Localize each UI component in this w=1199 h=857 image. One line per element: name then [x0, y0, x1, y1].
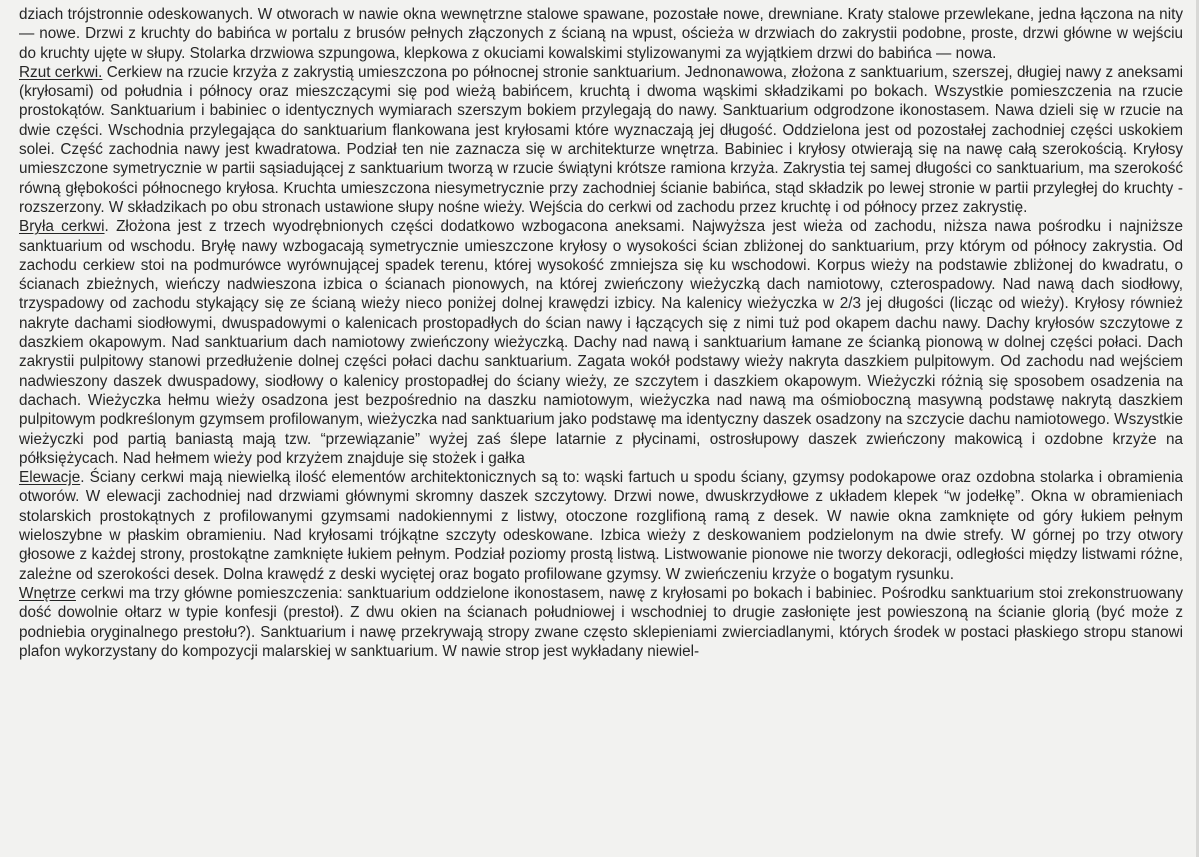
- document-text: [19, 5, 1183, 661]
- section-wnetrze: [19, 584, 1183, 661]
- section-heading: Wnętrze: [19, 584, 76, 602]
- section-body: . Złożona jest z trzech wyodrębnionych części dodatkowo wzbogacona aneksami. Najwyższa jest wieża od zachodu, niższa nawa pośrodku i najniższe sanktuarium od wschodu. Bryłę nawy wzbogacają symetrycznie umieszczone kryłosy o wysokości ścian zbliżonej do sanktuarium, przy którym od północy zakrystia. Od zachodu cerkiew stoi na podmurówce wyrównującej spadek terenu, której wysokość zmniejsza się ku wschodowi. Korpus wieży na podstawie zbliżonej do kwadratu, o ścianach zbieżnych, wieńczy nadwieszona izbica o ścianach pionowych, na której zwieńczony wieżyczką dach namiotowy, czterospadowy. Nad nawą dach siodłowy, trzyspadowy od zachodu stykający się ze ścianą wieży nieco poniżej dolnej krawędzi izbicy. Na kalenicy wieżyczka w 2/3 jej długości (licząc od wieży). Kryłosy również nakryte dachami siodłowymi, dwuspadowymi o kalenicach prostopadłych do ścian nawy i łączących się z nimi tuż pod okapem dachu nawy. Dachy kryłosów szczytowe z daszkiem okapowym. Nad sanktuarium dach namiotowy zwieńczony wieżyczką. Dachy nad nawą i sanktuarium łamane ze ścianką pionową w dolnej części połaci. Dach zakrystii pulpitowy stanowi przedłużenie dolnej części połaci dachu sanktuarium. Zagata wokół podstawy wieży nakryta daszkiem pulpitowym. Od zachodu nad wejściem nadwieszony daszek dwuspadowy, siodłowy o kalenicy prostopadłej do ściany wieży, ze szczytem i daszkiem okapowym. Wieżyczki różnią się sposobem osadzenia na dachach. Wieżyczka hełmu wieży osadzona jest bezpośrednio na daszku namiotowym, wieżyczka nad nawą ma ośmioboczną masywną podstawę nakrytą daszkiem pulpitowym podkreślonym gzymsem profilowanym, wieżyczka nad sanktuarium jako podstawę ma identyczny daszek osadzony na szczycie dachu namiotowego. Wszystkie wieżyczki pod partią baniastą mają tzw. “przewiązanie” wyżej zaś ślepe latarnie z płycinami, ostrosłupowy daszek zwieńczony makowicą i ozdobne krzyże na półksiężycach. Nad hełmem wieży pod krzyżem znajduje się stożek i gałka: [19, 218, 1183, 467]
- section-heading: Elewacje: [19, 469, 81, 487]
- section-body: . Ściany cerkwi mają niewielką ilość elementów architektonicznych są to: wąski fartuch u spodu ściany, gzymsy podokapowe oraz ozdobna stolarka i obramienia otworów. W elewacji zachodniej nad drzwiami głównymi skromny daszek szczytowy. Drzwi nowe, dwuskrzydłowe z układem klepek “w jodełkę”. Okna w obramieniach stolarskich prostokątnych z profilowanymi gzymsami nadokiennymi z listwy, otoczone rozglifioną ramą z desek. W nawie okna zamknięte od góry łukiem pełnym wieloszybne w płaskim obramieniu. Nad kryłosami trójkątne szczyty odeskowane. Izbica wieży z deskowaniem podzielonym na dwie strefy. W górnej po trzy otwory głosowe z każdej strony, prostokątne zamknięte łukiem pełnym. Podział poziomy prostą listwą. Listwowanie pionowe nie tworzy dekoracji, odległości między listwami różne, zależne od szerokości desek. Dolna krawędź z deski wyciętej oraz bogato profilowane gzymsy. W zwieńczeniu krzyże o bogatym rysunku.: [19, 469, 1183, 583]
- section-heading: Rzut cerkwi.: [19, 63, 103, 81]
- section-elewacje: [19, 468, 1183, 584]
- section-heading: Bryła cerkwi: [19, 218, 105, 236]
- section-bryla: [19, 217, 1183, 468]
- intro-paragraph: dziach trójstronnie odeskowanych. W otworach w nawie okna wewnętrzne stalowe spawane, pozostałe nowe, drewniane. Kraty stalowe przewlekane, jedna łączona na nity — nowe. Drzwi z kruchty do babińca w portalu z brusów pełnych złączonych z ścianą na wpust, ościeża w drzwiach do zakrystii podobne, proste, drzwi główne w wejściu do kruchty ujęte w słupy. Stolarka drzwiowa szpungowa, klepkowa z okuciami kowalskimi stylizowanymi za wyjątkiem drzwi do babińca — nowa.: [19, 6, 1183, 62]
- section-body: Cerkiew na rzucie krzyża z zakrystią umieszczona po północnej stronie sanktuarium. Jednonawowa, złożona z sanktuarium, szerszej, długiej nawy z aneksami (kryłosami) od południa i północy oraz mieszczącymi się pod wieżą babińcem, kruchtą i dwoma wąskimi składzikami po bokach. Wszystkie pomieszczenia na rzucie prostokątów. Sanktuarium i babiniec o identycznych wymiarach szerszym bokiem przylegają do nawy. Sanktuarium odgrodzone ikonostasem. Nawa dzieli się w rzucie na dwie części. Wschodnia przylegająca do sanktuarium flankowana jest kryłosami które wyznaczają jej długość. Oddzielona jest od pozostałej zachodniej części uskokiem solei. Część zachodnia nawy jest kwadratowa. Podział ten nie zaznacza się w architekturze wnętrza. Babiniec i kryłosy otwierają się na nawę całą szerokością. Kryłosy umieszczone symetrycznie w partii sąsiadującej z sanktuarium tworzą w rzucie świątyni krótsze ramiona krzyża. Zakrystia tej samej długości co sanktuarium, ma szerokość równą głębokości północnego kryłosa. Kruchta umieszczona niesymetrycznie przy zachodniej ścianie babińca, stąd składzik po lewej stronie w partii przyległej do kruchty - rozszerzony. W składzikach po obu stronach ustawione słupy nośne wieży. Wejścia do cerkwi od zachodu przez kruchtę i od północy przez zakrystię.: [19, 63, 1184, 216]
- section-body: cerkwi ma trzy główne pomieszczenia: sanktuarium oddzielone ikonostasem, nawę z kryłosami po bokach i babiniec. Pośrodku sanktuarium stoi zrekonstruowany dość dowolnie ołtarz w typie konfesji (prestoł). Z dwu okien na ścianach południowej i wschodniej to drugie zasłonięte jest powieszoną na ścianie glorią (być może z podniebia oryginalnego prestołu?). Sanktuarium i nawę przekrywają stropy zwane często sklepieniami zwierciadlanymi, których środek w postaci płaskiego stropu stanowi plafon wykorzystany do kompozycji malarskiej w sanktuarium. W nawie strop jest wykładany niewiel-: [19, 584, 1183, 660]
- section-rzut: [19, 63, 1183, 217]
